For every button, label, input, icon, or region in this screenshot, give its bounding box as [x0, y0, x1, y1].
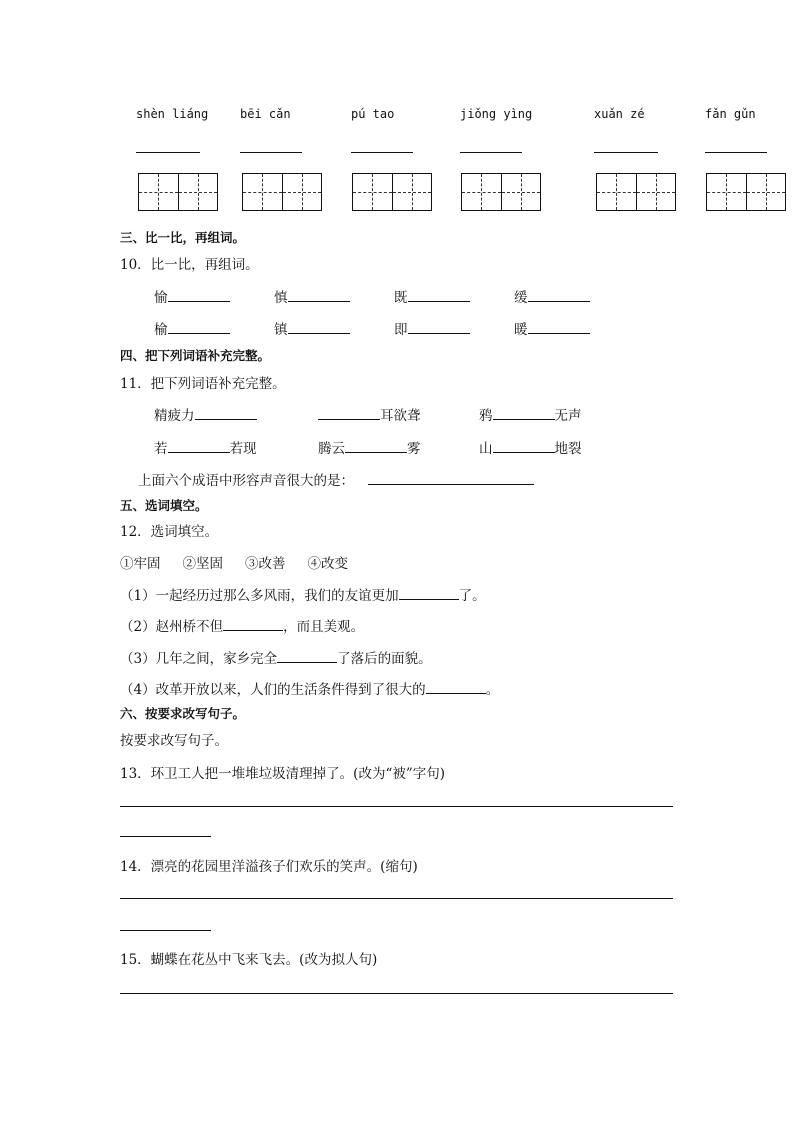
answer-blank[interactable] — [528, 319, 590, 334]
pinyin-4: jiǒng yìng — [460, 107, 533, 121]
section-4-title: 四、把下列词语补充完整。 — [120, 348, 271, 363]
idiom-item: 若 若现 — [154, 437, 257, 457]
answer-blank[interactable] — [168, 319, 230, 334]
writing-grid-3[interactable] — [352, 173, 432, 211]
answer-blank[interactable] — [168, 287, 230, 302]
answer-blank[interactable] — [345, 438, 407, 453]
word-options — [120, 552, 348, 572]
question-11: 11．把下列词语补充完整。 — [120, 376, 286, 392]
question-12: 12．选词填空。 — [120, 524, 219, 540]
idiom-summary: 上面六个成语中形容声音很大的是： — [138, 469, 534, 489]
answer-blank[interactable] — [288, 319, 350, 334]
compare-item: 缓 — [514, 286, 590, 306]
fill-sentence-1: （1）一起经历过那么多风雨，我们的友谊更加 了。 — [120, 584, 486, 604]
pinyin-answer-line-6[interactable] — [705, 152, 767, 153]
answer-blank[interactable] — [528, 287, 590, 302]
fill-sentence-4: （4）改革开放以来，人们的生活条件得到了很大的 。 — [120, 678, 499, 698]
answer-blank[interactable] — [288, 287, 350, 302]
question-13: 13．环卫工人把一堆堆垃圾清理掉了。(改为“被”字句) — [120, 766, 446, 782]
question-15: 15．蝴蝶在花丛中飞来飞去。(改为拟人句) — [120, 952, 378, 968]
pinyin-1: shèn liáng — [136, 107, 209, 121]
answer-blank[interactable] — [493, 438, 555, 453]
answer-line-13a[interactable] — [120, 806, 673, 807]
answer-blank[interactable] — [277, 648, 337, 663]
idiom-item: 腾云 雾 — [318, 437, 421, 457]
section-3-title: 三、比一比，再组词。 — [120, 230, 246, 245]
idiom-item: 鸦 无声 — [479, 404, 582, 424]
section-6-intro: 按要求改写句子。 — [120, 733, 228, 749]
idiom-item: 山 地裂 — [479, 437, 582, 457]
compare-item: 慎 — [274, 286, 350, 306]
option-1: ①牢固 — [120, 556, 161, 572]
question-14: 14．漂亮的花园里洋溢孩子们欢乐的笑声。(缩句) — [120, 859, 418, 875]
answer-line-15a[interactable] — [120, 993, 673, 994]
compare-item: 镇 — [274, 318, 350, 338]
answer-line-14b[interactable] — [120, 930, 211, 931]
section-6-title: 六、按要求改写句子。 — [120, 706, 246, 721]
writing-grid-4[interactable] — [461, 173, 541, 211]
answer-blank[interactable] — [399, 585, 459, 600]
compare-item: 即 — [394, 318, 470, 338]
answer-blank[interactable] — [408, 287, 470, 302]
answer-line-13b[interactable] — [120, 836, 211, 837]
answer-blank[interactable] — [318, 405, 380, 420]
answer-blank[interactable] — [426, 679, 486, 694]
compare-item: 榆 — [154, 318, 230, 338]
option-2: ②坚固 — [182, 556, 223, 572]
compare-item: 愉 — [154, 286, 230, 306]
idiom-item: 耳欲聋 — [318, 404, 421, 424]
writing-grid-2[interactable] — [242, 173, 322, 211]
fill-sentence-2: （2）赵州桥不但 ，而且美观。 — [120, 615, 364, 635]
option-3: ③改善 — [245, 556, 286, 572]
pinyin-3: pú tao — [351, 107, 395, 121]
writing-grid-1[interactable] — [138, 173, 218, 211]
answer-blank[interactable] — [408, 319, 470, 334]
pinyin-2: bēi cǎn — [240, 107, 291, 121]
pinyin-answer-line-1[interactable] — [136, 152, 200, 153]
option-4: ④改变 — [307, 556, 348, 572]
compare-item: 暖 — [514, 318, 590, 338]
compare-item: 既 — [394, 286, 470, 306]
idiom-item: 精疲力 — [154, 404, 257, 424]
pinyin-5: xuǎn zé — [594, 107, 645, 121]
pinyin-answer-line-3[interactable] — [351, 152, 413, 153]
answer-blank[interactable] — [368, 470, 534, 485]
pinyin-answer-line-5[interactable] — [594, 152, 658, 153]
answer-blank[interactable] — [195, 405, 257, 420]
answer-blank[interactable] — [168, 438, 230, 453]
answer-line-14a[interactable] — [120, 898, 673, 899]
pinyin-answer-line-2[interactable] — [240, 152, 302, 153]
writing-grid-5[interactable] — [596, 173, 676, 211]
section-5-title: 五、选词填空。 — [120, 498, 208, 513]
answer-blank[interactable] — [493, 405, 555, 420]
pinyin-answer-line-4[interactable] — [460, 152, 522, 153]
answer-blank[interactable] — [223, 616, 283, 631]
question-10: 10．比一比，再组词。 — [120, 257, 259, 273]
pinyin-6: fǎn gǔn — [705, 107, 756, 121]
fill-sentence-3: （3）几年之间，家乡完全 了落后的面貌。 — [120, 647, 432, 667]
writing-grid-6[interactable] — [706, 173, 786, 211]
